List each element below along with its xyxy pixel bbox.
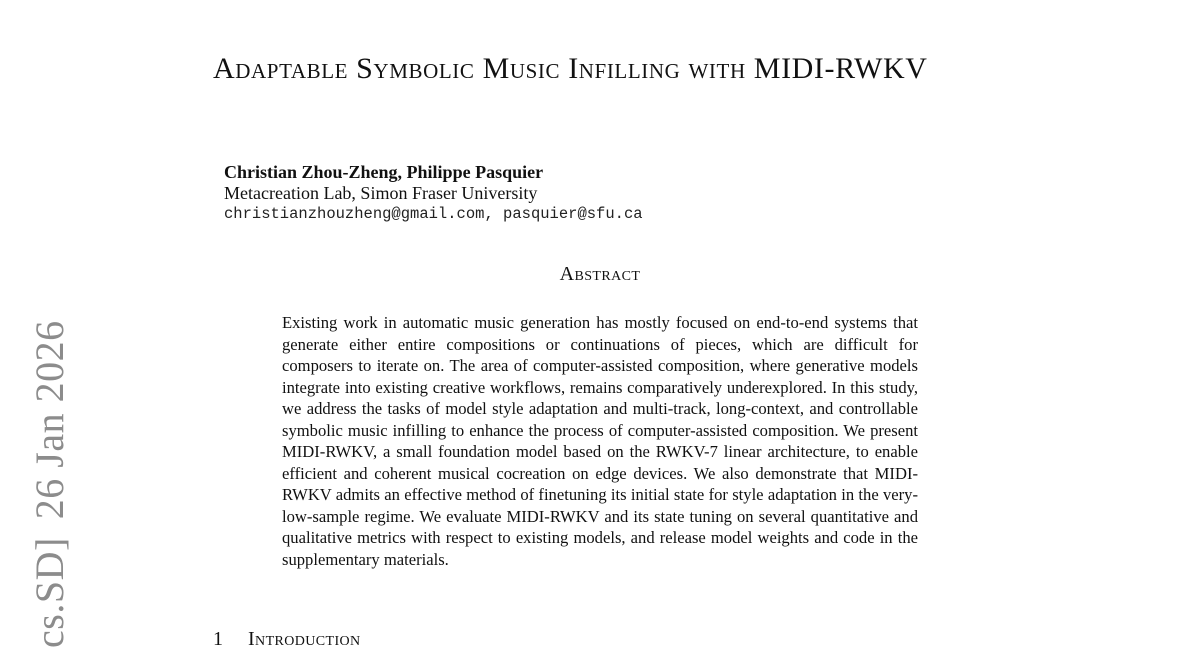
arxiv-identifier-stamp bbox=[26, 320, 74, 648]
arxiv-date: 26 Jan 2026 bbox=[27, 320, 72, 520]
author-emails: christianzhouzheng@gmail.com, pasquier@sfu.ca bbox=[224, 205, 643, 223]
section-title: Introduction bbox=[248, 628, 361, 650]
abstract-heading: Abstract bbox=[559, 263, 641, 285]
arxiv-category: cs.SD] bbox=[27, 537, 72, 648]
abstract-text: Existing work in automatic music generation has mostly focused on end-to-end systems that generate either entire compositions or continuations of pieces, which are difficult for composers to iterate on. The area of computer-assisted composition, where generative models integrate into existing creative workflows, remains comparatively underexplored. In this study, we address the tasks of model style adaptation and multi-track, long-context, and controllable symbolic music infilling to enhance the process of computer-assisted composition. We present MIDI-RWKV, a small foundation model based on the RWKV-7 linear architecture, to enable efficient and coherent musical cocreation on edge devices. We also demonstrate that MIDI-RWKV admits an effective method of finetuning its initial state for style adaptation in the very-low-sample regime. We evaluate MIDI-RWKV and its state tuning on several quantitative and qualitative metrics with respect to existing models, and release model weights and code in the supplementary materials. bbox=[282, 313, 918, 569]
paper-title: Adaptable Symbolic Music Infilling with MIDI-RWKV bbox=[213, 52, 928, 85]
author-names: Christian Zhou-Zheng, Philippe Pasquier bbox=[224, 162, 544, 182]
affiliation: Metacreation Lab, Simon Fraser University bbox=[224, 183, 538, 203]
section-number: 1 bbox=[213, 628, 224, 650]
author-block bbox=[224, 162, 924, 225]
section-heading-introduction bbox=[213, 626, 361, 652]
